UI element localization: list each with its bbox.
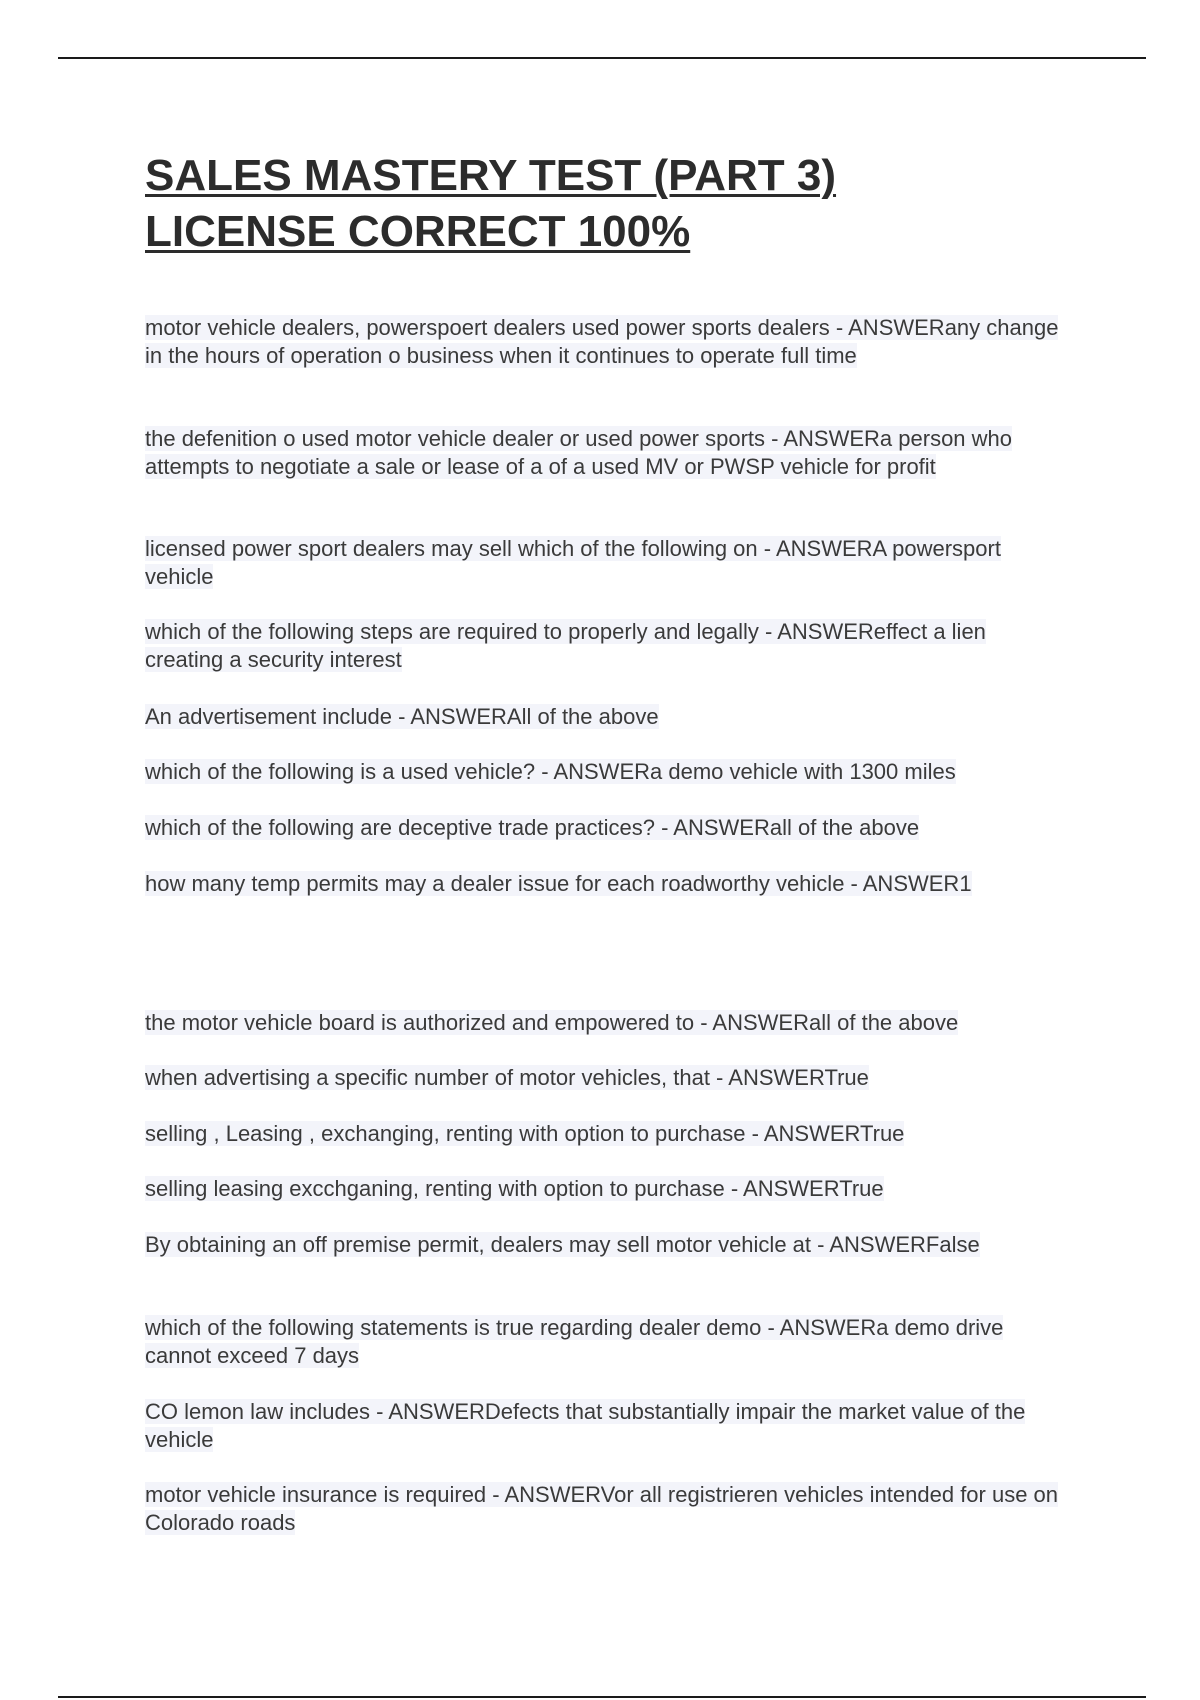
title-line-1: SALES MASTERY TEST (PART 3) — [145, 151, 837, 200]
qa-item: the defenition o used motor vehicle dealer or used power sports - ANSWERa person who attempts to negotiate a sale or lease of a of a used MV or PWSP vehicle for profit — [145, 426, 1013, 479]
qa-item: when advertising a specific number of motor vehicles, that - ANSWERTrue — [145, 1065, 869, 1090]
top-rule — [58, 57, 1146, 59]
qa-item: motor vehicle dealers, powerspoert dealers used power sports dealers - ANSWERany change in the hours of operation o business when it continues to operate full time — [145, 315, 1059, 368]
qa-item: which of the following statements is true regarding dealer demo - ANSWERa demo drive cannot exceed 7 days — [145, 1315, 1004, 1368]
qa-item: selling , Leasing , exchanging, renting with option to purchase - ANSWERTrue — [145, 1121, 905, 1146]
qa-item: which of the following steps are required to properly and legally - ANSWEReffect a lien creating a security interest — [145, 619, 986, 672]
qa-item: By obtaining an off premise permit, dealers may sell motor vehicle at - ANSWERFalse — [145, 1232, 980, 1257]
qa-item: which of the following is a used vehicle? - ANSWERa demo vehicle with 1300 miles — [145, 759, 956, 784]
qa-item: which of the following are deceptive trade practices? - ANSWERall of the above — [145, 815, 920, 840]
document-title — [145, 148, 1105, 260]
qa-item: selling leasing excchganing, renting with option to purchase - ANSWERTrue — [145, 1176, 884, 1201]
bottom-rule — [58, 1696, 1146, 1698]
qa-item: the motor vehicle board is authorized and empowered to - ANSWERall of the above — [145, 1010, 959, 1035]
qa-item: An advertisement include - ANSWERAll of the above — [145, 704, 659, 729]
qa-item: licensed power sport dealers may sell which of the following on - ANSWERA powersport vehicle — [145, 536, 1001, 589]
title-line-2: LICENSE CORRECT 100% — [145, 207, 691, 256]
qa-item: CO lemon law includes - ANSWERDefects that substantially impair the market value of the vehicle — [145, 1399, 1026, 1452]
qa-item: how many temp permits may a dealer issue for each roadworthy vehicle - ANSWER1 — [145, 871, 972, 896]
qa-item: motor vehicle insurance is required - ANSWERVor all registrieren vehicles intended for use on Colorado roads — [145, 1482, 1059, 1535]
